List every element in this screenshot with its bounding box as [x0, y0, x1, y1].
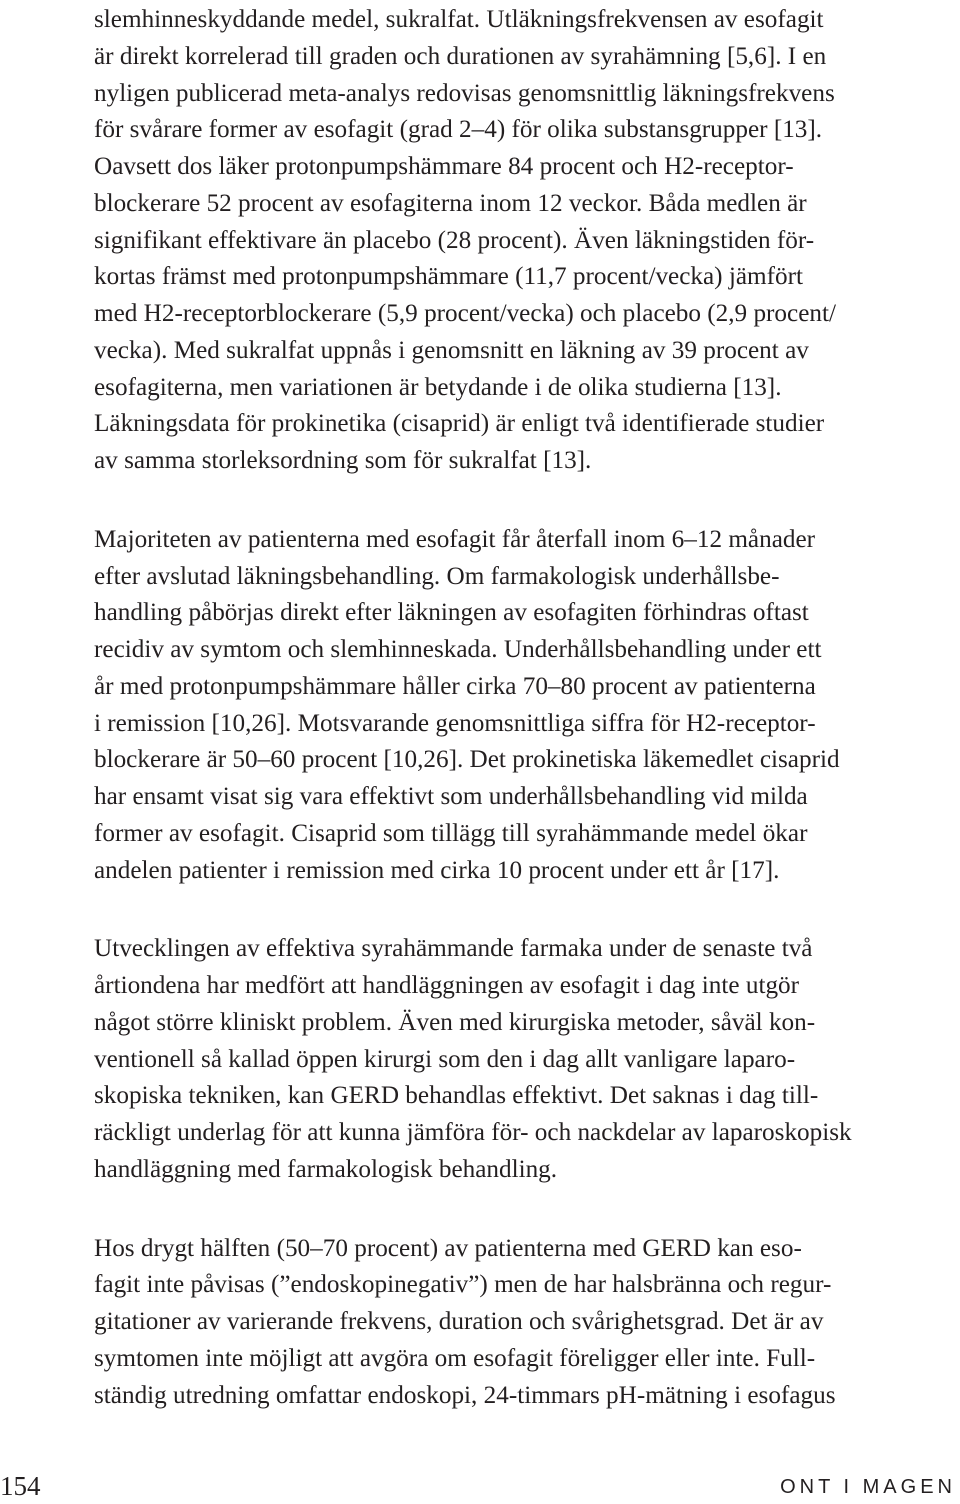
paragraph-surgery	[94, 931, 956, 1188]
text-line: recidiv av symtom och slemhinneskada. Underhållsbehandling under ett	[94, 636, 822, 663]
text-line: esofagiterna, men variationen är betydande i de olika studierna [13].	[94, 373, 782, 401]
text-line: handling påbörjas direkt efter läkningen av esofagiten förhindras oftast	[94, 599, 809, 627]
text-line: signifikant effektivare än placebo (28 procent). Även läkningstiden för-	[94, 226, 815, 254]
text-line: räckligt underlag för att kunna jämföra för- och nackdelar av laparoskopisk	[94, 1119, 852, 1146]
text-line: Utvecklingen av effektiva syrahämmande farmaka under de senaste två	[94, 935, 813, 963]
text-line: i remission [10,26]. Motsvarande genomsnittliga siffra för H2-receptor-	[94, 709, 816, 737]
paragraph-spacer	[94, 889, 956, 931]
paragraph-endoscopy-negative	[94, 1231, 956, 1415]
text-line: av samma storleksordning som för sukralfat [13].	[94, 447, 592, 474]
text-line: efter avslutad läkningsbehandling. Om farmakologisk underhållsbe-	[94, 562, 780, 590]
text-line: handläggning med farmakologisk behandling.	[94, 1155, 558, 1183]
text-line: ständig utredning omfattar endoskopi, 24-timmars pH-mätning i esofagus	[94, 1381, 836, 1409]
text-line: något större kliniskt problem. Även med kirurgiska metoder, såväl kon-	[94, 1008, 816, 1036]
text-line: blockerare är 50–60 procent [10,26]. Det prokinetiska läkemedlet cisaprid	[94, 746, 840, 774]
text-line: år med protonpumpshämmare håller cirka 70–80 procent av patienterna	[94, 672, 816, 700]
text-line: med H2-receptorblockerare (5,9 procent/vecka) och placebo (2,9 procent/	[94, 300, 836, 327]
text-line: Majoriteten av patienterna med esofagit får återfall inom 6–12 månader	[94, 525, 816, 553]
text-line: blockerare 52 procent av esofagiterna inom 12 veckor. Båda medlen är	[94, 189, 807, 217]
text-line: ventionell så kallad öppen kirurgi som den i dag allt vanligare laparo-	[94, 1045, 796, 1073]
text-line: andelen patienter i remission med cirka 10 procent under ett år [17].	[94, 856, 780, 884]
text-line: nyligen publicerad meta-analys redovisas genomsnittlig läkningsfrekvens	[94, 79, 835, 107]
text-line: gitationer av varierande frekvens, duration och svårighetsgrad. Det är av	[94, 1308, 824, 1335]
text-line: Oavsett dos läker protonpumpshämmare 84 procent och H2-receptor-	[94, 153, 794, 180]
text-line: för svårare former av esofagit (grad 2–4) för olika substansgrupper [13].	[94, 116, 823, 144]
text-line: är direkt korrelerad till graden och durationen av syrahämning [5,6]. I en	[94, 42, 827, 70]
running-title: ONT I MAGEN	[780, 1476, 956, 1498]
paragraph-spacer	[94, 480, 956, 522]
text-line: former av esofagit. Cisaprid som tillägg till syrahämmande medel ökar	[94, 819, 808, 847]
text-line: Läkningsdata för prokinetika (cisaprid) är enligt två identifierade studier	[94, 410, 825, 438]
text-line: symtomen inte möjligt att avgöra om esofagit föreligger eller inte. Full-	[94, 1344, 816, 1372]
paragraph-healing-rates	[94, 2, 956, 480]
body-text	[94, 0, 956, 1414]
text-line: har ensamt visat sig vara effektivt som underhållsbehandling vid milda	[94, 783, 808, 810]
text-line: Hos drygt hälften (50–70 procent) av patienterna med GERD kan eso-	[94, 1234, 802, 1262]
paragraph-maintenance	[94, 522, 956, 890]
page-number: 154	[0, 1471, 41, 1501]
text-line: slemhinneskyddande medel, sukralfat. Utläkningsfrekvensen av esofagit	[94, 6, 824, 33]
text-line: årtiondena har medfört att handläggningen av esofagit i dag inte utgör	[94, 972, 800, 999]
text-line: kortas främst med protonpumpshämmare (11,7 procent/vecka) jämfört	[94, 263, 803, 291]
text-line: skopiska tekniken, kan GERD behandlas effektivt. Det saknas i dag till-	[94, 1082, 819, 1110]
text-line: fagit inte påvisas (”endoskopinegativ”) men de har halsbränna och regur-	[94, 1271, 832, 1299]
paragraph-spacer	[94, 1189, 956, 1231]
text-line: vecka). Med sukralfat uppnås i genomsnitt en läkning av 39 procent av	[94, 336, 809, 364]
